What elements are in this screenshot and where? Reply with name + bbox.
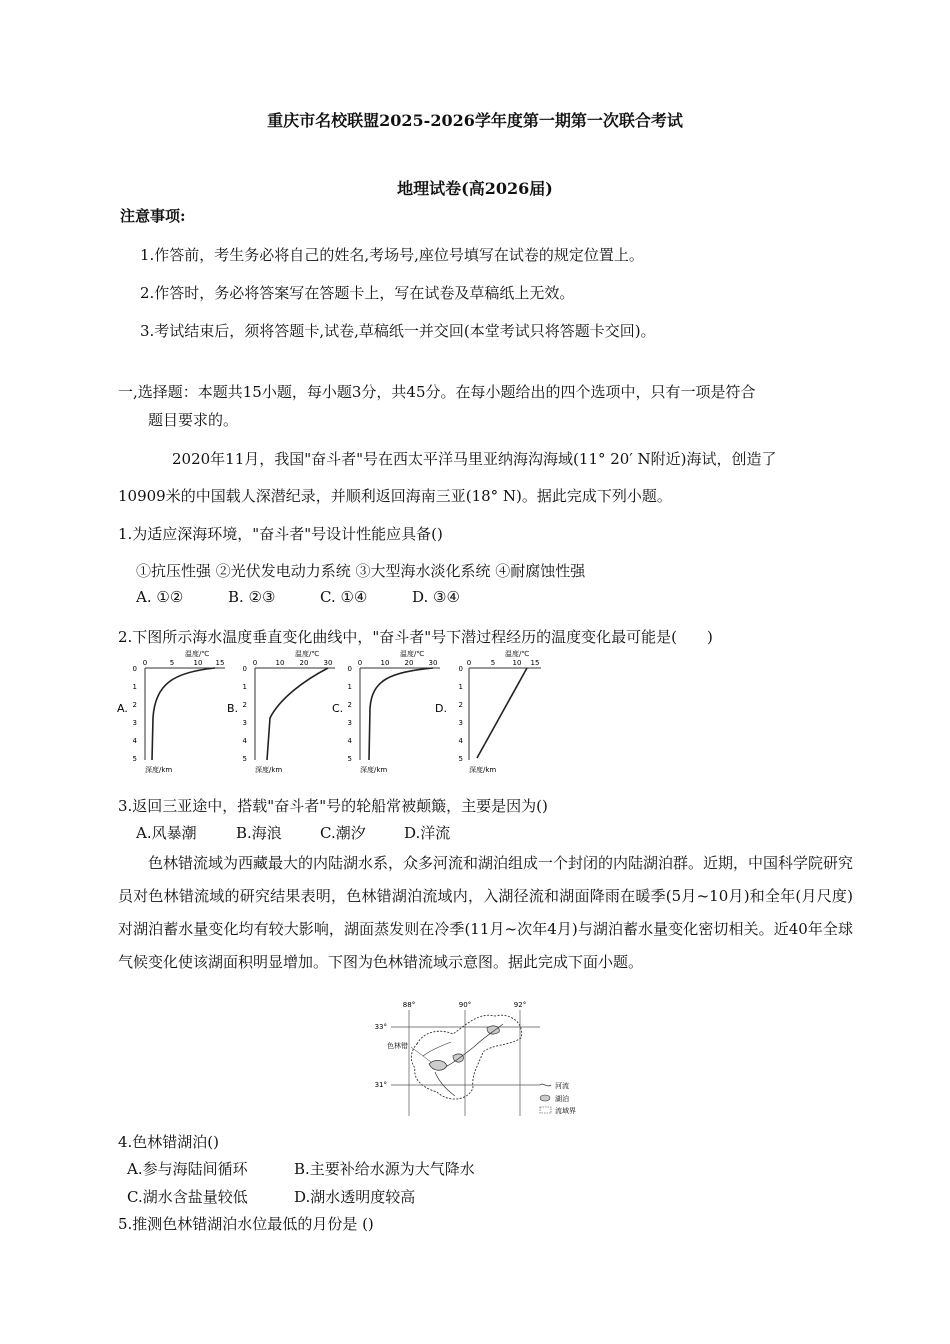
chart-option-label: B. bbox=[227, 702, 239, 715]
y-tick: 5 bbox=[242, 755, 247, 763]
leader-line bbox=[411, 1047, 431, 1062]
depth-axis-label: 深度/km bbox=[145, 766, 173, 773]
legend-river-icon bbox=[540, 1084, 551, 1086]
option-d: D. ③④ bbox=[412, 588, 460, 606]
question-5-stem: 5.推测色林错湖泊水位最低的月份是 () bbox=[118, 1215, 374, 1233]
intro-text-cont: 10909米的中国载人深潜纪录，并顺利返回海南三亚(18° N)。据此完成下列小题。 bbox=[118, 487, 672, 505]
basin-boundary bbox=[411, 1015, 521, 1099]
temperature-curve bbox=[267, 668, 328, 760]
latitude-label: 33° bbox=[375, 1023, 387, 1031]
temperature-curve bbox=[152, 668, 215, 760]
legend-label: 流域界 bbox=[555, 1107, 576, 1115]
longitude-label: 88° bbox=[402, 1001, 416, 1009]
option-b: B. ②③ bbox=[228, 588, 276, 606]
temp-axis-label: 温度/℃ bbox=[400, 650, 425, 658]
y-tick: 3 bbox=[347, 719, 352, 727]
option-a: A.参与海陆间循环 bbox=[127, 1160, 248, 1178]
y-tick: 4 bbox=[347, 737, 352, 745]
y-tick: 0 bbox=[242, 665, 247, 673]
river bbox=[423, 1042, 451, 1056]
y-tick: 0 bbox=[458, 665, 463, 673]
x-tick: 0 bbox=[142, 659, 148, 667]
question-1-statements: ①抗压性强 ②光伏发电动力系统 ③大型海水淡化系统 ④耐腐蚀性强 bbox=[136, 562, 586, 580]
temperature-chart-c bbox=[330, 648, 442, 773]
longitude-label: 92° bbox=[513, 1001, 527, 1009]
section-heading-cont: 题目要求的。 bbox=[148, 411, 239, 429]
y-tick: 4 bbox=[132, 737, 137, 745]
x-tick: 20 bbox=[404, 659, 414, 667]
x-tick: 10 bbox=[380, 659, 390, 667]
depth-axis-label: 深度/km bbox=[255, 766, 283, 773]
option-d: D.洋流 bbox=[404, 824, 451, 842]
legend-boundary-icon bbox=[540, 1107, 551, 1113]
x-tick: 20 bbox=[299, 659, 309, 667]
y-tick: 1 bbox=[458, 683, 463, 691]
y-tick: 1 bbox=[132, 683, 137, 691]
option-a: A.风暴潮 bbox=[136, 824, 197, 842]
chart-option-label: A. bbox=[117, 702, 128, 715]
y-tick: 4 bbox=[242, 737, 247, 745]
temp-axis-label: 温度/℃ bbox=[185, 650, 210, 658]
y-tick: 3 bbox=[458, 719, 463, 727]
temperature-curve bbox=[369, 668, 433, 760]
latitude-label: 31° bbox=[375, 1081, 387, 1089]
option-b: B.主要补给水源为大气降水 bbox=[294, 1160, 475, 1178]
legend-label: 河流 bbox=[555, 1082, 569, 1090]
lake-shape bbox=[453, 1054, 463, 1062]
y-tick: 5 bbox=[347, 755, 352, 763]
lake-name-label: 色林错 bbox=[387, 1042, 408, 1050]
lake-shape bbox=[429, 1060, 447, 1070]
x-tick: 30 bbox=[323, 659, 333, 667]
lake-shape bbox=[487, 1026, 499, 1034]
chart-option-label: C. bbox=[332, 702, 344, 715]
legend-lake-icon bbox=[540, 1095, 550, 1101]
x-tick: 0 bbox=[466, 659, 472, 667]
notice-heading: 注意事项: bbox=[120, 207, 186, 225]
longitude-label: 90° bbox=[458, 1001, 472, 1009]
y-tick: 2 bbox=[347, 701, 352, 709]
y-tick: 0 bbox=[132, 665, 137, 673]
temperature-chart-a bbox=[115, 648, 227, 773]
option-c: C.潮汐 bbox=[320, 824, 366, 842]
temperature-chart-b bbox=[225, 648, 337, 773]
y-tick: 4 bbox=[458, 737, 463, 745]
question-2-stem: 2.下图所示海水温度垂直变化曲线中，"奋斗者"号下潜过程经历的温度变化最可能是( ) bbox=[118, 628, 713, 646]
section-heading: 一,选择题：本题共15小题，每小题3分，共45分。在每小题给出的四个选项中，只有一项是符合 bbox=[118, 383, 756, 401]
intro-text: 2020年11月，我国"奋斗者"号在西太平洋马里亚纳海沟海域(11° 20′ N附近)海试，创造了 bbox=[172, 450, 777, 468]
question-1-stem: 1.为适应深海环境，"奋斗者"号设计性能应具备() bbox=[118, 525, 443, 543]
y-tick: 0 bbox=[347, 665, 352, 673]
temp-axis-label: 温度/℃ bbox=[295, 650, 320, 658]
y-tick: 3 bbox=[242, 719, 247, 727]
notice-item: 1.作答前，考生务必将自己的姓名,考场号,座位号填写在试卷的规定位置上。 bbox=[140, 246, 644, 264]
question-3-stem: 3.返回三亚途中，搭载"奋斗者"号的轮船常被颠簸，主要是因为() bbox=[118, 797, 548, 815]
depth-axis-label: 深度/km bbox=[360, 766, 388, 773]
x-tick: 5 bbox=[490, 659, 496, 667]
x-tick: 30 bbox=[428, 659, 438, 667]
option-c: C. ①④ bbox=[320, 588, 368, 606]
x-tick: 0 bbox=[357, 659, 363, 667]
notice-item: 3.考试结束后，须将答题卡,试卷,草稿纸一并交回(本堂考试只将答题卡交回)。 bbox=[140, 322, 656, 340]
selin-co-basin-map bbox=[375, 998, 605, 1120]
option-b: B.海浪 bbox=[236, 824, 282, 842]
y-tick: 5 bbox=[458, 755, 463, 763]
notice-item: 2.作答时，务必将答案写在答题卡上，写在试卷及草稿纸上无效。 bbox=[140, 284, 575, 302]
passage-selin-co: 色林错流域为西藏最大的内陆湖水系，众多河流和湖泊组成一个封闭的内陆湖泊群。近期，中国科学院研究员对色林错流域的研究结果表明，色林错湖泊流域内，入湖径流和湖面降雨在暖季(5月~10月)和全年(月尺度)对湖泊蓄水量变化均有较大影响，湖面蒸发则在冷季(11月~次年4月)与湖泊蓄水量变化密切相关。近40年全球气候变化使该湖面积明显增加。下图为色林错流域示意图。据此完成下面小题。 bbox=[118, 854, 854, 971]
option-d: D.湖水透明度较高 bbox=[294, 1188, 416, 1206]
y-tick: 1 bbox=[347, 683, 352, 691]
x-tick: 0 bbox=[252, 659, 258, 667]
temp-axis-label: 温度/℃ bbox=[505, 650, 530, 658]
temperature-chart-d bbox=[435, 648, 547, 773]
x-tick: 10 bbox=[275, 659, 285, 667]
question-4-stem: 4.色林错湖泊() bbox=[118, 1133, 220, 1151]
depth-axis-label: 深度/km bbox=[469, 766, 497, 773]
temperature-curve bbox=[477, 668, 527, 758]
x-tick: 5 bbox=[169, 659, 175, 667]
y-tick: 2 bbox=[132, 701, 137, 709]
option-a: A. ①② bbox=[136, 588, 184, 606]
x-tick: 15 bbox=[530, 659, 540, 667]
x-tick: 10 bbox=[512, 659, 522, 667]
y-tick: 5 bbox=[132, 755, 137, 763]
exam-title: 重庆市名校联盟2025-2026学年度第一期第一次联合考试 bbox=[267, 111, 683, 130]
y-tick: 2 bbox=[242, 701, 247, 709]
legend-label: 湖泊 bbox=[555, 1095, 569, 1103]
x-tick: 15 bbox=[215, 659, 225, 667]
option-c: C.湖水含盐量较低 bbox=[127, 1188, 248, 1206]
paper-title: 地理试卷(高2026届) bbox=[397, 179, 553, 198]
y-tick: 3 bbox=[132, 719, 137, 727]
chart-option-label: D. bbox=[435, 702, 447, 715]
y-tick: 2 bbox=[458, 701, 463, 709]
y-tick: 1 bbox=[242, 683, 247, 691]
x-tick: 10 bbox=[193, 659, 203, 667]
